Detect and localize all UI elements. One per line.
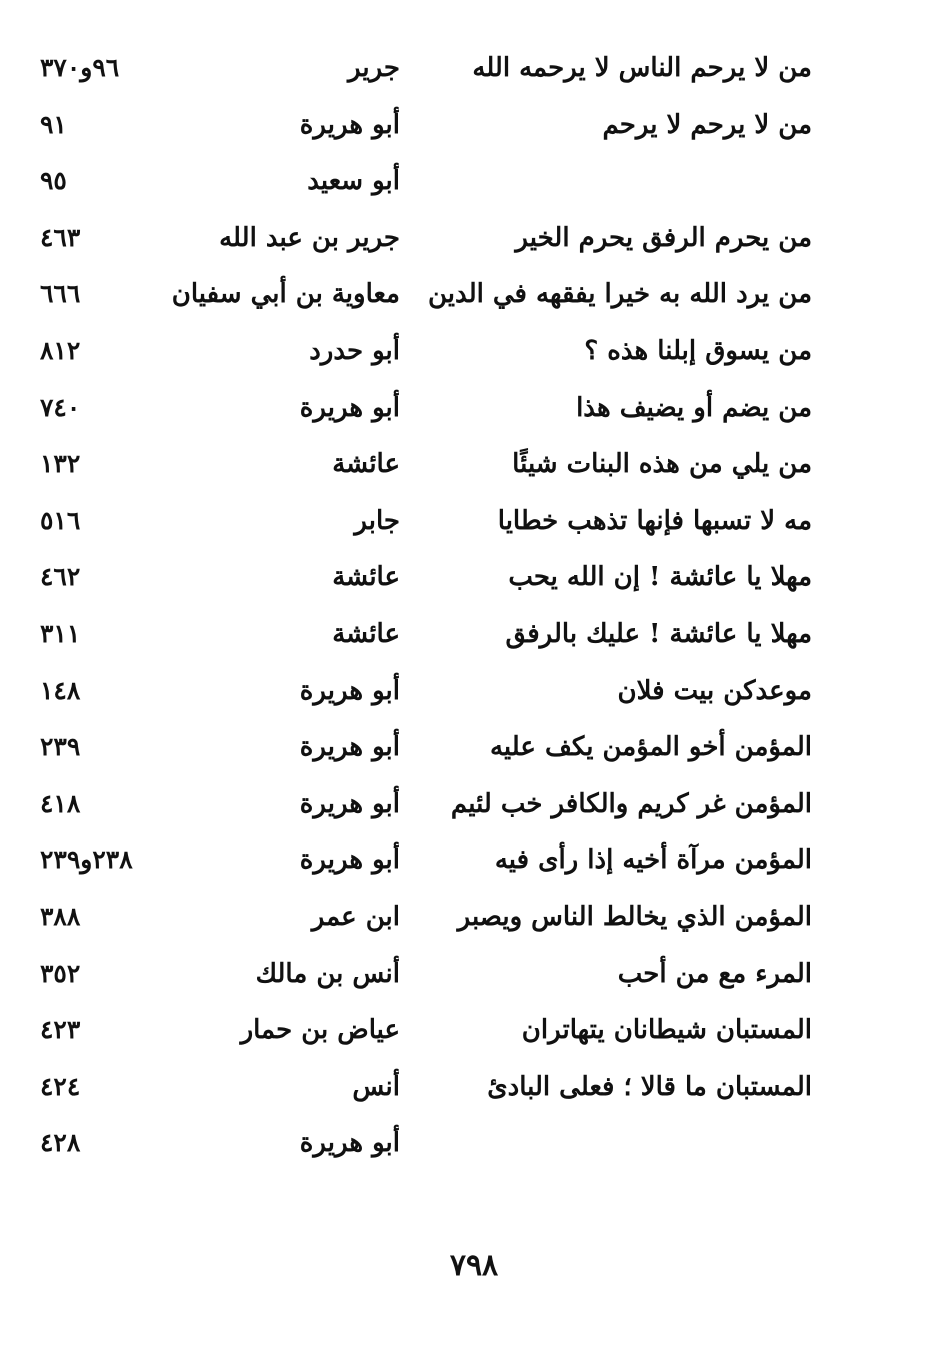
page-references: ٤٢٣ — [40, 1015, 81, 1045]
narrator-name: أنس بن مالك — [255, 958, 400, 989]
page-references: ٤٦٢ — [40, 562, 81, 592]
page-references: ٤٦٣ — [40, 222, 81, 252]
index-row — [0, 553, 948, 610]
page-references: ١٤٨ — [40, 675, 81, 705]
index-row — [0, 214, 948, 271]
narrator-name: أبو هريرة — [299, 392, 400, 423]
page-references: ٣٨٨ — [40, 901, 81, 931]
index-row — [0, 723, 948, 780]
page-references: ٣١١ — [40, 618, 81, 648]
narrator-name: أبو هريرة — [299, 845, 400, 876]
page-references: ٩٦و٣٧٠ — [40, 53, 120, 82]
narrator-name: أبو هريرة — [299, 788, 400, 819]
page-references: ٤٢٨ — [40, 1128, 81, 1158]
page-references: ٣٥٢ — [40, 958, 81, 988]
narrator-name: أبو هريرة — [299, 675, 400, 706]
hadith-text: موعدكن بيت فلان — [617, 675, 812, 706]
index-row — [0, 270, 948, 327]
hadith-text: المؤمن مرآة أخيه إذا رأى فيه — [494, 845, 812, 876]
index-row — [0, 950, 948, 1007]
narrator-name: أنس — [352, 1071, 400, 1102]
narrator-name: أبو حدرد — [309, 335, 400, 366]
index-row — [0, 440, 948, 497]
hadith-text: من يسوق إبلنا هذه ؟ — [584, 335, 812, 366]
page-references: ٢٣٨و٢٣٩ — [40, 845, 133, 875]
hadith-text: من لا يرحم لا يرحم — [602, 109, 812, 140]
hadith-index-table — [0, 44, 948, 1176]
narrator-name: أبو هريرة — [299, 1128, 400, 1159]
index-row — [0, 327, 948, 384]
narrator-name: معاوية بن أبي سفيان — [171, 279, 400, 310]
index-row — [0, 157, 948, 214]
hadith-text: المستبان شيطانان يتهاتران — [521, 1015, 812, 1046]
page-references: ٧٤٠ — [40, 392, 81, 422]
page-references: ٥١٦ — [40, 505, 81, 535]
narrator-name: جابر — [354, 505, 400, 536]
narrator-name: أبو سعيد — [307, 166, 400, 197]
page-references: ٤٢٤ — [40, 1071, 81, 1101]
page-references: ٦٦٦ — [40, 279, 81, 309]
index-row — [0, 836, 948, 893]
hadith-text: من لا يرحم الناس لا يرحمه الله — [472, 53, 812, 83]
index-row — [0, 667, 948, 724]
page-references: ٢٣٩ — [40, 732, 81, 762]
hadith-text: المؤمن غر كريم والكافر خب لئيم — [450, 788, 812, 819]
hadith-text: مهلا يا عائشة ! عليك بالرفق — [505, 618, 812, 649]
hadith-text: مهلا يا عائشة ! إن الله يحب — [508, 562, 812, 593]
narrator-name: أبو هريرة — [299, 109, 400, 140]
page-references: ٩٥ — [40, 166, 67, 196]
narrator-name: عائشة — [332, 562, 400, 593]
index-row — [0, 497, 948, 554]
index-row — [0, 1063, 948, 1120]
index-row — [0, 1119, 948, 1176]
index-row — [0, 893, 948, 950]
narrator-name: عياض بن حمار — [240, 1015, 400, 1046]
narrator-name: عائشة — [332, 618, 400, 649]
narrator-name: أبو هريرة — [299, 732, 400, 763]
hadith-text: من يلي من هذه البنات شيئًا — [512, 449, 812, 480]
narrator-name: جرير — [348, 53, 400, 83]
hadith-text: المرء مع من أحب — [617, 958, 812, 989]
narrator-name: عائشة — [332, 449, 400, 480]
hadith-text: مه لا تسبها فإنها تذهب خطايا — [497, 505, 812, 536]
page-references: ٨١٢ — [40, 335, 81, 365]
hadith-text: من يرد الله به خيرا يفقهه في الدين — [428, 279, 812, 310]
hadith-text: من يضم أو يضيف هذا — [576, 392, 812, 423]
page-references: ٤١٨ — [40, 788, 81, 818]
hadith-text: المؤمن أخو المؤمن يكف عليه — [489, 732, 812, 763]
narrator-name: جرير بن عبد الله — [219, 222, 400, 253]
index-row — [0, 1006, 948, 1063]
hadith-text: من يحرم الرفق يحرم الخير — [515, 222, 812, 253]
hadith-text: المستبان ما قالا ؛ فعلى البادئ — [487, 1071, 812, 1102]
page-references: ١٣٢ — [40, 449, 81, 479]
index-row — [0, 384, 948, 441]
page-references: ٩١ — [40, 109, 67, 139]
index-row — [0, 780, 948, 837]
index-row — [0, 101, 948, 158]
page-number: ٧٩٨ — [449, 1248, 499, 1283]
hadith-text: المؤمن الذي يخالط الناس ويصبر — [457, 901, 812, 932]
index-row — [0, 44, 948, 101]
index-row — [0, 610, 948, 667]
narrator-name: ابن عمر — [311, 901, 400, 932]
